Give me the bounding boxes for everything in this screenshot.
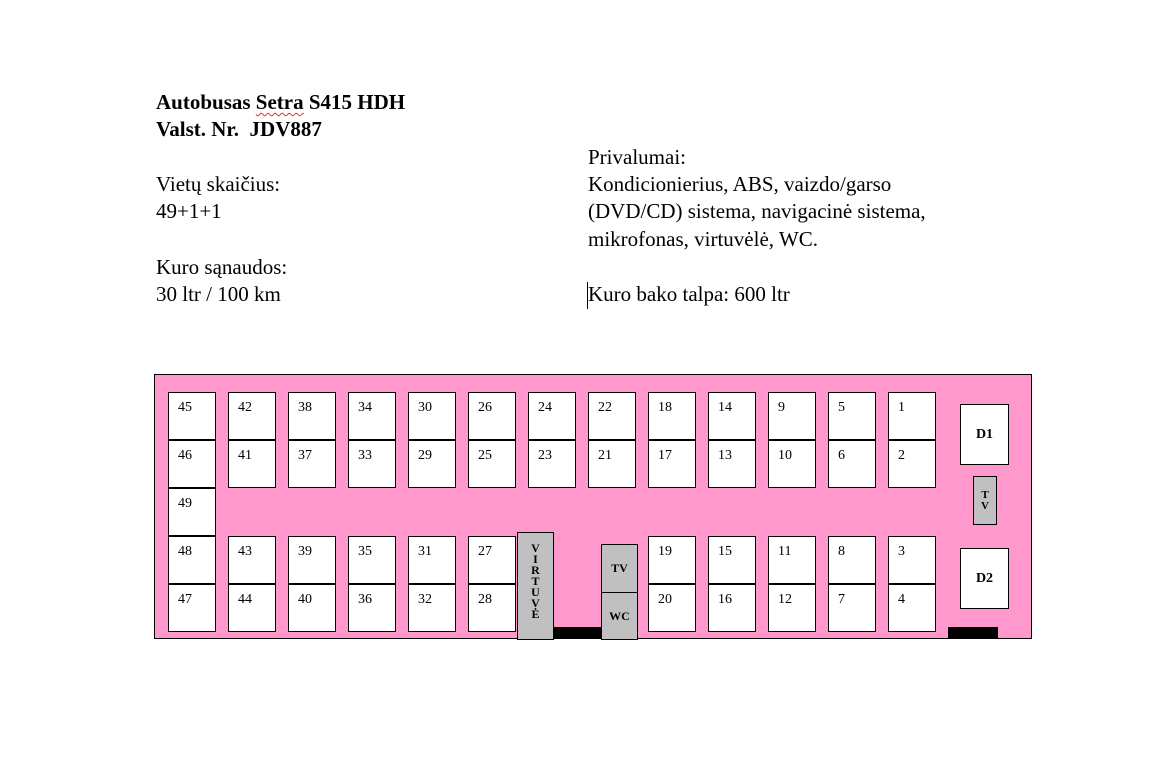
seat[interactable]: 18 [648,392,696,440]
advantages-line-2: (DVD/CD) sistema, navigacinė sistema, [588,199,926,223]
seat[interactable]: 35 [348,536,396,584]
seat[interactable]: 22 [588,392,636,440]
seat[interactable]: 48 [168,536,216,584]
seat[interactable]: 16 [708,584,756,632]
seat[interactable]: 31 [408,536,456,584]
seat[interactable]: 19 [648,536,696,584]
seat[interactable]: 15 [708,536,756,584]
seat[interactable]: 24 [528,392,576,440]
seat[interactable]: 28 [468,584,516,632]
kitchen-fixture: V I R T U V Ė [517,532,554,640]
seat[interactable]: 39 [288,536,336,584]
title-suffix: S415 HDH [303,90,406,114]
seats-label: Vietų skaičius: [156,172,281,196]
bus-seating-plan [154,374,1032,639]
seat[interactable]: 20 [648,584,696,632]
seat[interactable]: 25 [468,440,516,488]
seat[interactable]: 29 [408,440,456,488]
seat[interactable]: 17 [648,440,696,488]
front-door-step [948,627,998,639]
seat[interactable]: 40 [288,584,336,632]
seat[interactable]: 46 [168,440,216,488]
seat[interactable]: 21 [588,440,636,488]
seat[interactable]: 33 [348,440,396,488]
seat[interactable]: 8 [828,536,876,584]
seat[interactable]: 36 [348,584,396,632]
seat[interactable]: 3 [888,536,936,584]
wc-fixture: WC [601,592,638,640]
seat[interactable]: 30 [408,392,456,440]
guide-seat-d2[interactable]: D2 [960,548,1009,609]
middle-door-step [553,627,601,639]
seat[interactable]: 43 [228,536,276,584]
plate-number: Valst. Nr. JDV887 [156,117,322,141]
seat[interactable]: 13 [708,440,756,488]
seat[interactable]: 38 [288,392,336,440]
seat[interactable]: 23 [528,440,576,488]
seat[interactable]: 7 [828,584,876,632]
seats-value: 49+1+1 [156,199,222,223]
seat[interactable]: 37 [288,440,336,488]
front-tv-fixture: T V [973,476,997,525]
seat-rear-middle[interactable]: 49 [168,488,216,536]
advantages-line-1: Kondicionierius, ABS, vaizdo/garso [588,172,892,196]
seat[interactable]: 6 [828,440,876,488]
seat[interactable]: 4 [888,584,936,632]
title-brand: Setra [255,90,304,114]
seat[interactable]: 5 [828,392,876,440]
fuel-label: Kuro sąnaudos: [156,255,288,279]
seat[interactable]: 14 [708,392,756,440]
seat[interactable]: 10 [768,440,816,488]
seat[interactable]: 26 [468,392,516,440]
seat[interactable]: 9 [768,392,816,440]
seat[interactable]: 11 [768,536,816,584]
seat[interactable]: 45 [168,392,216,440]
fuel-value: 30 ltr / 100 km [156,282,281,306]
advantages-label: Privalumai: [588,145,686,169]
seat[interactable]: 47 [168,584,216,632]
seat[interactable]: 32 [408,584,456,632]
title-prefix: Autobusas [156,90,256,114]
seat[interactable]: 2 [888,440,936,488]
tv-fixture: TV [601,544,638,593]
seat[interactable]: 1 [888,392,936,440]
driver-seat-d1[interactable]: D1 [960,404,1009,465]
fuel-tank: Kuro bako talpa: 600 ltr [588,282,790,306]
seat[interactable]: 27 [468,536,516,584]
advantages-line-3: mikrofonas, virtuvėlė, WC. [588,227,818,251]
seat[interactable]: 34 [348,392,396,440]
seat[interactable]: 12 [768,584,816,632]
seat[interactable]: 41 [228,440,276,488]
seat[interactable]: 44 [228,584,276,632]
seat[interactable]: 42 [228,392,276,440]
bus-title [156,89,405,116]
